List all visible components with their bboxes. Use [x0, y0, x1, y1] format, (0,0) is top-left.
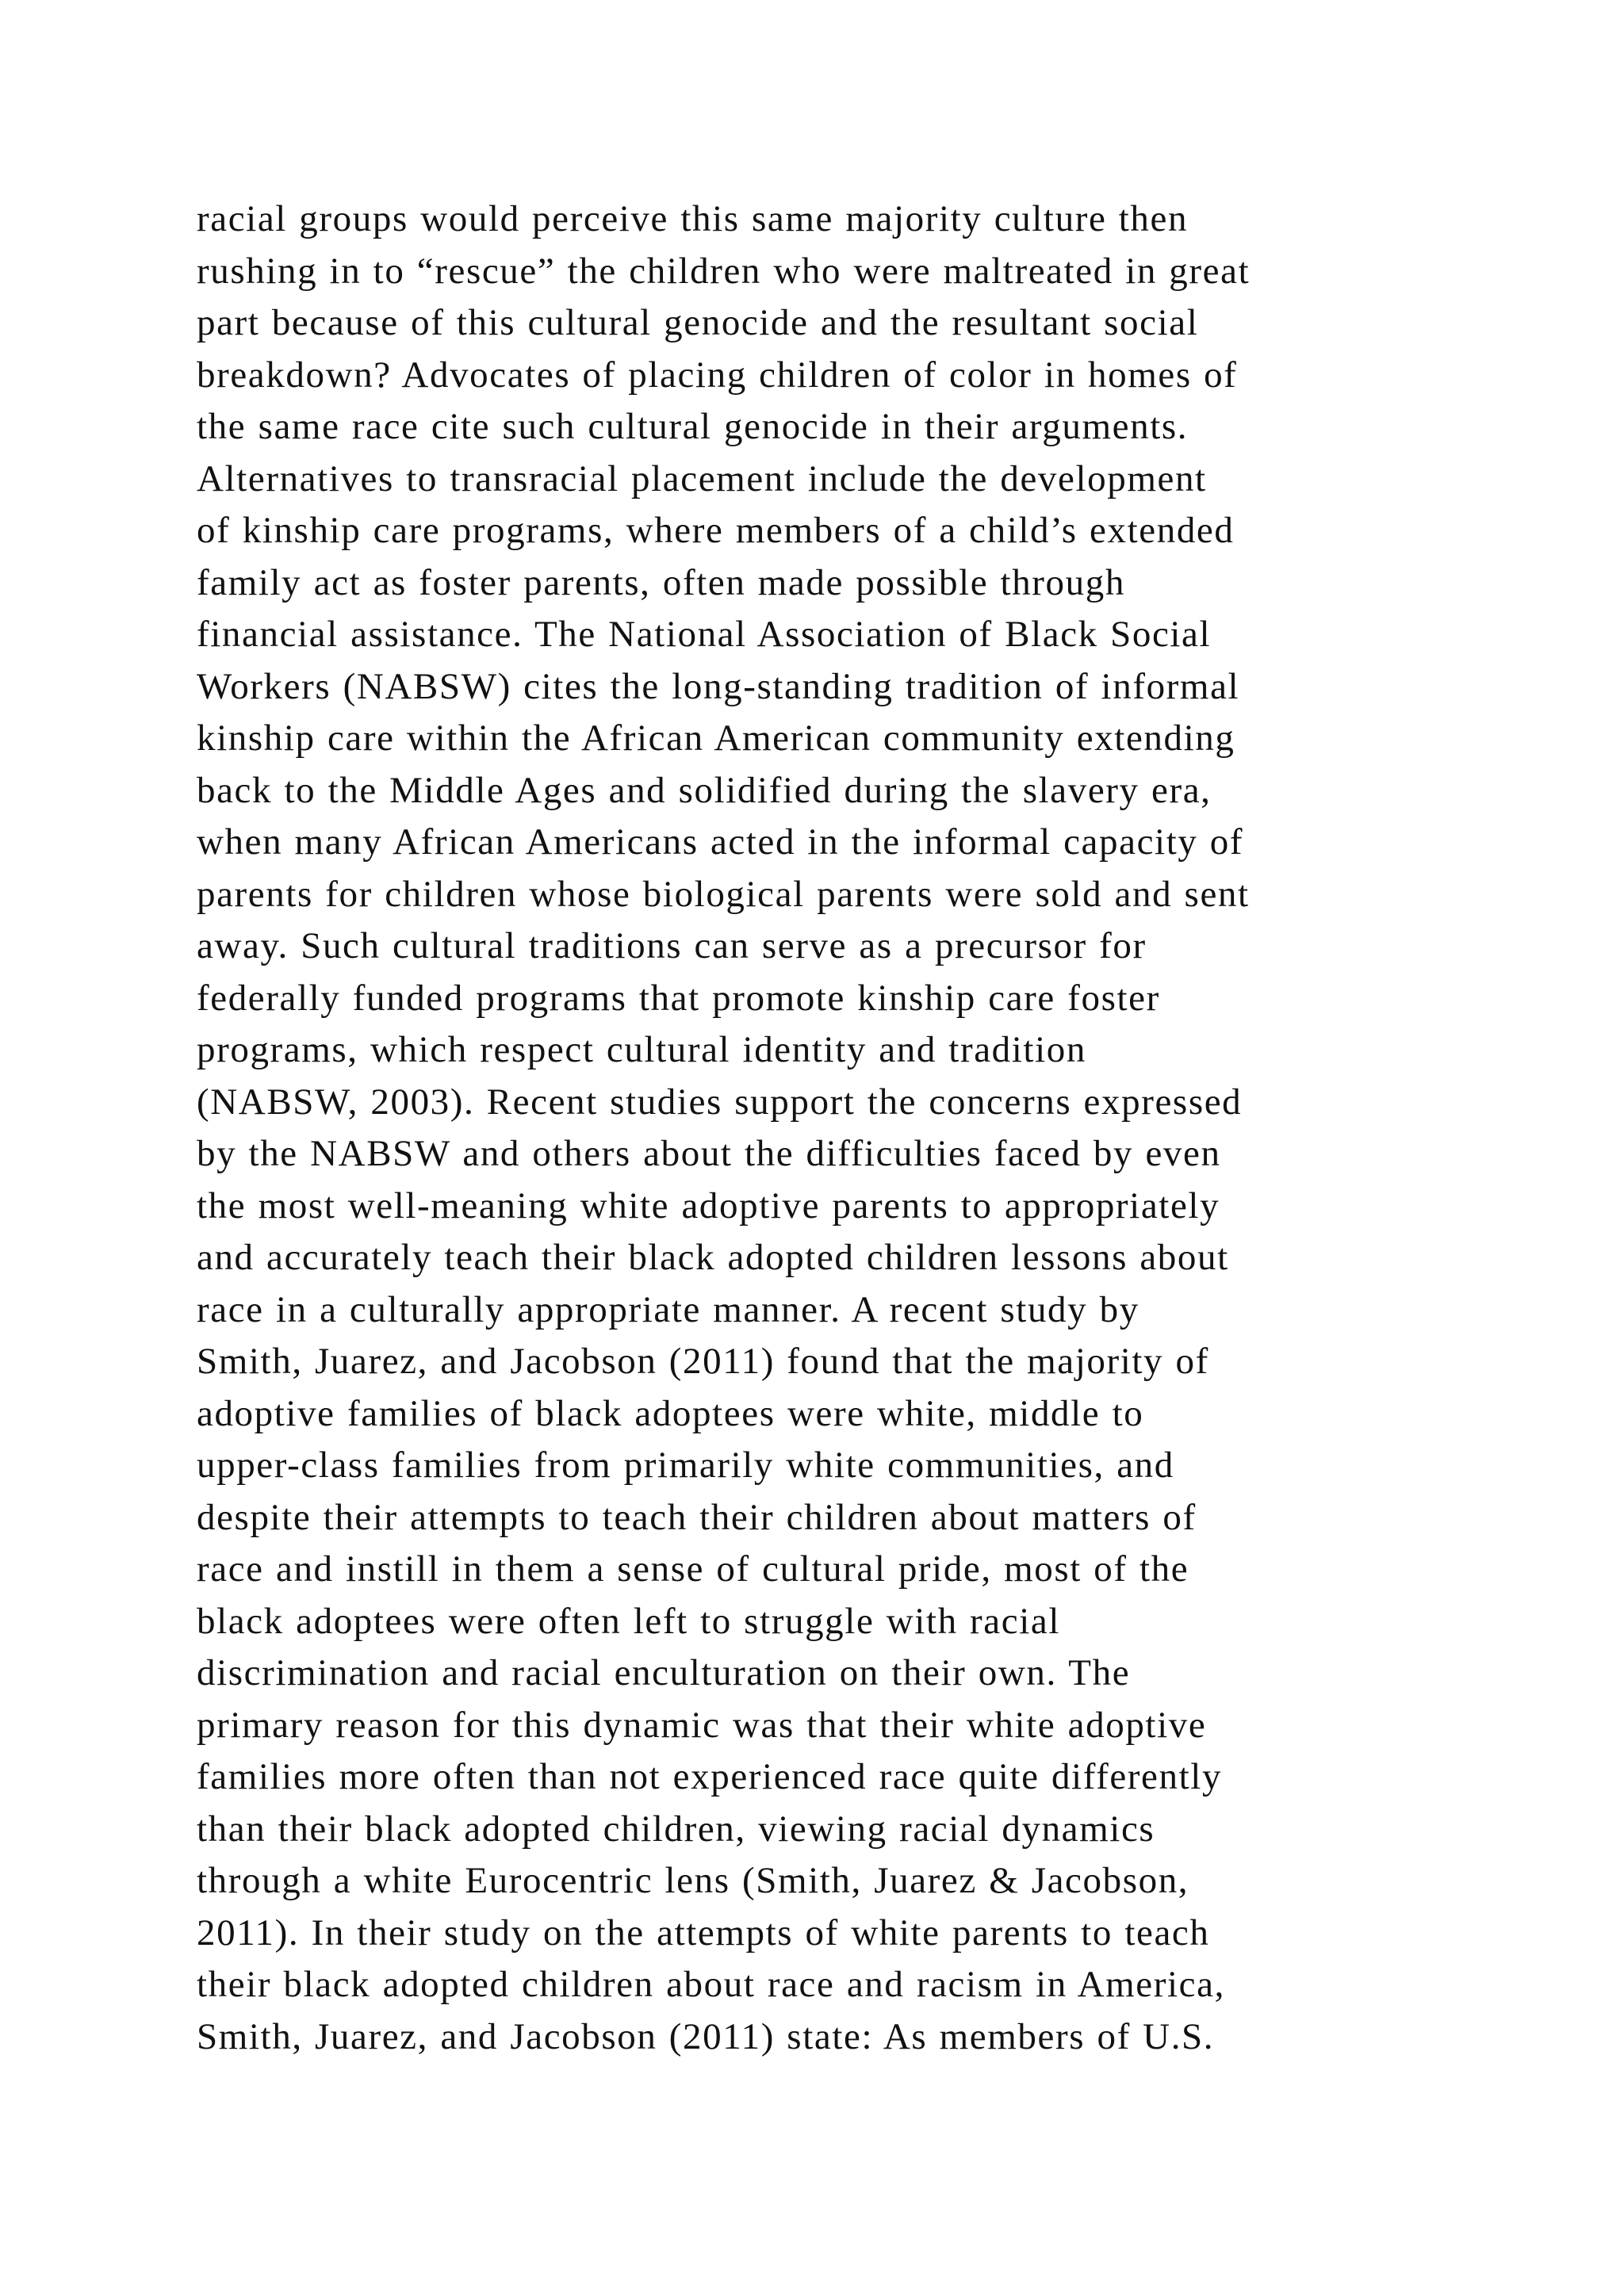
text-line-9: financial assistance. The National Association of Black Social — [197, 614, 1212, 655]
text-line-34: 2011). In their study on the attempts of white parents to teach — [197, 1911, 1210, 1954]
text-line-7: of kinship care programs, where members of a child’s extended — [197, 510, 1235, 551]
text-line-27: race and instill in them a sense of cultural pride, most of the — [197, 1548, 1189, 1590]
text-line-29: discrimination and racial enculturation on their own. The — [197, 1652, 1131, 1693]
text-line-20: the most well-meaning white adoptive parents to appropriately — [197, 1184, 1220, 1226]
text-line-28: black adoptees were often left to struggle with racial — [197, 1600, 1061, 1642]
text-line-25: upper-class families from primarily white communities, and — [197, 1445, 1174, 1486]
text-line-24: adoptive families of black adoptees were white, middle to — [197, 1392, 1144, 1434]
text-line-5: the same race cite such cultural genocide in their arguments. — [197, 406, 1189, 447]
text-line-33: through a white Eurocentric lens (Smith, Juarez & Jacobson, — [197, 1860, 1189, 1901]
text-line-2: rushing in to “rescue” the children who were maltreated in great — [197, 250, 1251, 292]
text-line-22: race in a culturally appropriate manner. A recent study by — [197, 1288, 1139, 1330]
text-line-32: than their black adopted children, viewing racial dynamics — [197, 1808, 1155, 1850]
text-line-23: Smith, Juarez, and Jacobson (2011) found that the majority of — [197, 1341, 1209, 1382]
body-text — [197, 193, 1481, 2063]
text-line-17: programs, which respect cultural identity and tradition — [197, 1029, 1086, 1070]
text-line-21: and accurately teach their black adopted children lessons about — [197, 1237, 1229, 1278]
text-line-15: away. Such cultural traditions can serve as a precursor for — [197, 925, 1147, 966]
text-line-31: families more often than not experienced race quite differently — [197, 1756, 1223, 1797]
text-line-18: (NABSW, 2003). Recent studies support the concerns expressed — [197, 1081, 1243, 1123]
text-line-14: parents for children whose biological parents were sold and sent — [197, 873, 1250, 915]
text-line-26: despite their attempts to teach their children about matters of — [197, 1496, 1197, 1538]
text-line-4: breakdown? Advocates of placing children of color in homes of — [197, 354, 1238, 396]
text-line-3: part because of this cultural genocide and the resultant social — [197, 302, 1199, 343]
text-line-16: federally funded programs that promote kinship care foster — [197, 977, 1160, 1019]
text-line-6: Alternatives to transracial placement include the development — [197, 457, 1207, 499]
text-line-13: when many African Americans acted in the informal capacity of — [197, 821, 1244, 863]
text-line-30: primary reason for this dynamic was that their white adoptive — [197, 1704, 1207, 1746]
text-line-35: their black adopted children about race and racism in America, — [197, 1964, 1225, 2005]
text-line-12: back to the Middle Ages and solidified during the slavery era, — [197, 769, 1212, 811]
text-line-11: kinship care within the African American community extending — [197, 718, 1235, 759]
text-line-1: racial groups would perceive this same majority culture then — [197, 198, 1189, 239]
text-line-36: Smith, Juarez, and Jacobson (2011) state: As members of U.S. — [197, 2015, 1215, 2057]
text-line-8: family act as foster parents, often made possible through — [197, 561, 1125, 603]
text-line-10: Workers (NABSW) cites the long-standing tradition of informal — [197, 665, 1240, 707]
text-line-19: by the NABSW and others about the difficulties faced by even — [197, 1133, 1221, 1174]
